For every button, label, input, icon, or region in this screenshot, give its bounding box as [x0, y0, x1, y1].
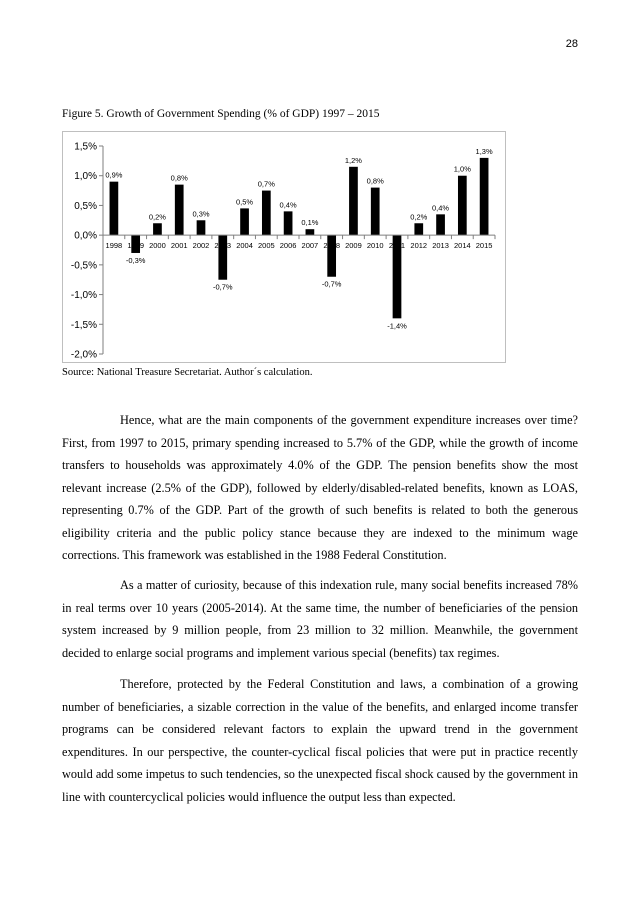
- x-tick-label: 2011: [388, 241, 406, 251]
- figure-caption: Figure 5. Growth of Government Spending (% of GDP) 1997 – 2015: [62, 108, 380, 120]
- bar-2000: [153, 223, 162, 235]
- bar-2005: [262, 191, 271, 236]
- bar-2010: [371, 188, 380, 236]
- x-tick-label: 2013: [432, 241, 449, 251]
- y-tick-label: -0,5%: [70, 260, 97, 272]
- x-tick-label: 2009: [345, 241, 362, 251]
- data-label-2004: 0,5%: [236, 197, 254, 207]
- data-label-2011: -1,4%: [387, 321, 407, 331]
- paragraph-3-text: Therefore, protected by the Federal Constitution and laws, a combination of a growing number of beneficiaries, a sizable correction in the value of the benefits, and enlarged income transfer programs can be considered relevant factors to explain the upward trend in the government expenditures. In our perspective, the counter-cyclical fiscal policies that were put in practice recently would add some impetus to such tendencies, so the unexpected fiscal shock caused by the government in line with countercyclical policies would influence the output less than expected.: [62, 677, 578, 804]
- bar-2012: [414, 223, 423, 235]
- y-tick-label: 0,5%: [74, 200, 97, 212]
- x-tick-label: 1998: [105, 241, 123, 251]
- x-tick-label: 2010: [366, 241, 384, 251]
- data-label-2006: 0,4%: [279, 200, 297, 210]
- bar-2013: [436, 214, 445, 235]
- data-label-2009: 1,2%: [344, 155, 362, 165]
- y-tick-label: -1,0%: [70, 290, 97, 302]
- x-tick-label: 2001: [170, 241, 188, 251]
- x-tick-label: 2007: [301, 241, 319, 251]
- data-label-2012: 0,2%: [410, 212, 428, 222]
- bar-1998: [110, 182, 119, 235]
- x-tick-label: 2012: [410, 241, 428, 251]
- paragraph-2: [62, 574, 578, 664]
- x-tick-label: 1999: [127, 241, 145, 251]
- bar-2014: [458, 176, 467, 235]
- x-tick-label: 2000: [149, 241, 166, 251]
- y-tick-label: 1,0%: [74, 171, 97, 183]
- paragraph-1: [62, 409, 578, 567]
- data-label-2001: 0,8%: [170, 173, 188, 183]
- page-number: 28: [565, 38, 578, 50]
- chart-container: [62, 131, 506, 363]
- paragraph-2-text: As a matter of curiosity, because of this indexation rule, many social benefits increased 78% in real terms over 10 years (2005-2014). At the same time, the number of beneficiaries of the pension system increased by 9 million people, from 23 million to 32 million. Meanwhile, the government decided to enlarge social programs and implement various special (benefits) tax regimes.: [62, 578, 578, 660]
- y-tick-label: 0,0%: [74, 230, 97, 242]
- bar-2006: [284, 211, 293, 235]
- data-label-2013: 0,4%: [432, 203, 450, 213]
- data-label-2005: 0,7%: [257, 179, 275, 189]
- bar-2002: [197, 220, 206, 235]
- data-label-2007: 0,1%: [301, 218, 319, 228]
- bar-2009: [349, 167, 358, 235]
- data-label-2002: 0,3%: [192, 209, 210, 219]
- x-tick-label: 2006: [279, 241, 297, 251]
- x-tick-label: 2008: [323, 241, 341, 251]
- data-label-2014: 1,0%: [453, 164, 471, 174]
- x-tick-label: 2004: [236, 241, 253, 251]
- paragraph-1-text: Hence, what are the main components of the government expenditure increases over time? First, from 1997 to 2015, primary spending increased to 5.7% of the GDP, while the growth of income transfers to households was approximately 4.0% of the GDP. The pension benefits show the most relevant increase (2.5% of the GDP), followed by elderly/disabled-related benefits, known as LOAS, representing 0.7% of the GDP. Part of the growth of such benefits is related to both the generous eligibility criteria and the public policy stance because they are indexed to the minimum wage corrections. This framework was established in the 1988 Federal Constitution.: [62, 413, 578, 562]
- data-label-2003: -0,7%: [212, 282, 233, 292]
- data-label-2010: 0,8%: [366, 176, 384, 186]
- bar-2015: [480, 158, 489, 235]
- y-tick-label: -1,5%: [70, 319, 97, 331]
- data-label-1998: 0,9%: [105, 170, 123, 180]
- data-label-1999: -0,3%: [125, 255, 146, 265]
- x-tick-label: 2003: [214, 241, 232, 251]
- data-label-2000: 0,2%: [148, 212, 166, 222]
- bar-2004: [240, 208, 249, 235]
- paragraph-3: [62, 673, 578, 808]
- x-tick-label: 2002: [192, 241, 210, 251]
- bar-2001: [175, 185, 184, 236]
- y-tick-label: -2,0%: [70, 349, 97, 361]
- data-label-2015: 1,3%: [475, 146, 493, 156]
- x-tick-label: 2015: [475, 241, 493, 251]
- x-tick-label: 2005: [257, 241, 275, 251]
- y-tick-label: 1,5%: [74, 141, 97, 153]
- x-tick-label: 2014: [453, 241, 471, 251]
- data-label-2008: -0,7%: [321, 279, 342, 289]
- bar-chart: [63, 132, 507, 364]
- bar-2007: [306, 229, 315, 235]
- figure-source: Source: National Treasure Secretariat. Author´s calculation.: [62, 367, 313, 378]
